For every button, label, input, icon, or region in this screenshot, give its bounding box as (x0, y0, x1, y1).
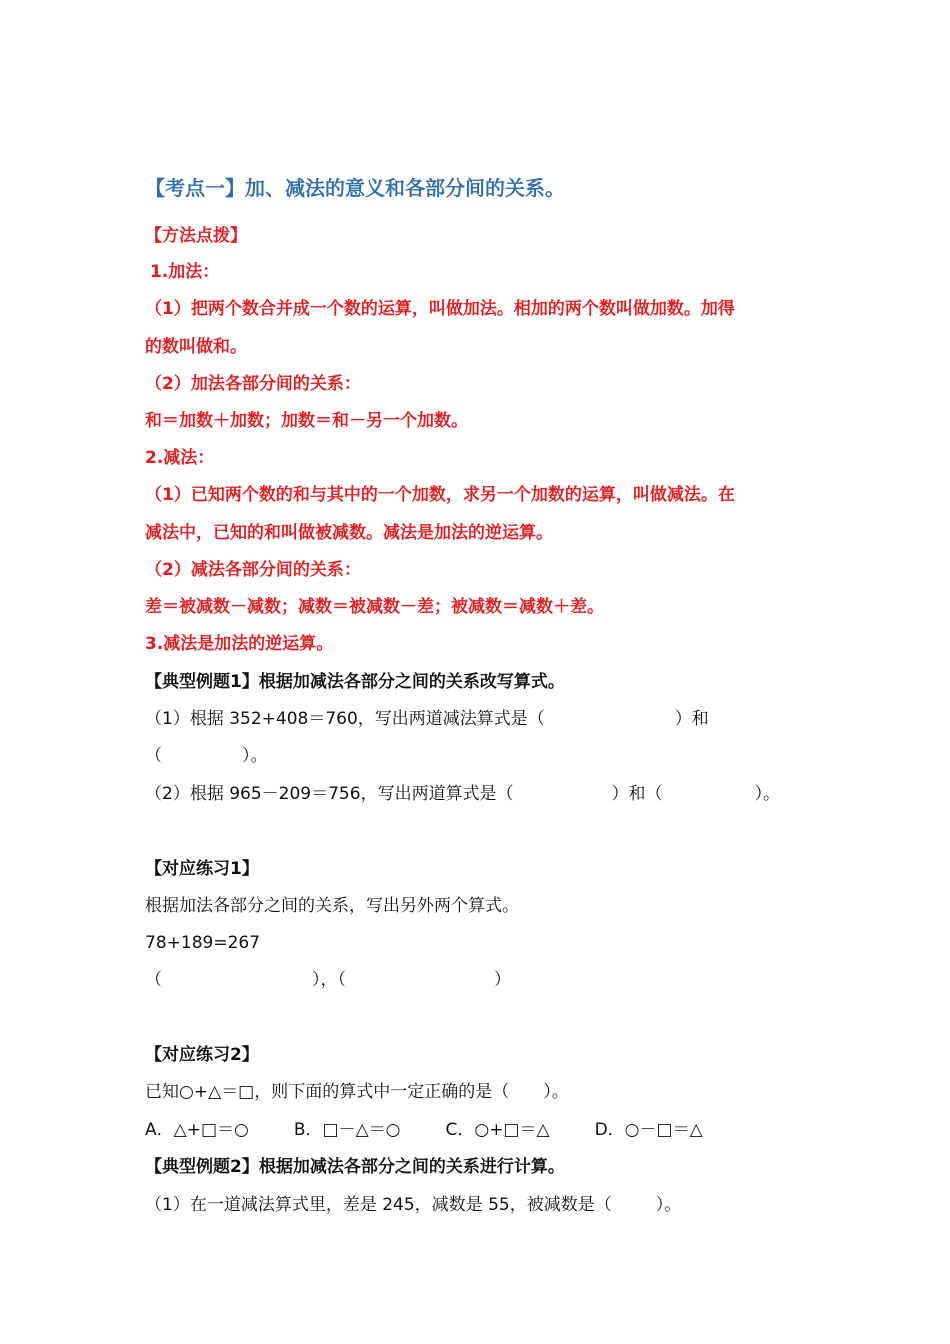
practice2-title: 【对应练习2】 (145, 1045, 259, 1065)
section-heading: 【考点一】加、减法的意义和各部分间的关系。 (145, 176, 565, 200)
example1-q2-and: ）和（ (611, 784, 663, 804)
subtraction-title: 2.减法： (145, 448, 215, 468)
practice1-instruction: 根据加法各部分之间的关系，写出另外两个算式。 (145, 896, 519, 916)
addition-title: 1.加法： (150, 262, 220, 282)
practice1-answer-blanks (145, 968, 511, 992)
practice1-equation: 78+189=267 (145, 933, 261, 953)
example2-q1-text: （1）在一道减法算式里，差是 245，减数是 55，被减数是（ (145, 1195, 612, 1215)
example2-q1-end: ）。 (655, 1195, 682, 1215)
subtraction-definition-line2: 减法中，已知的和叫做被减数。减法是加法的逆运算。 (145, 523, 553, 543)
example2-question1 (145, 1193, 681, 1217)
example1-question2 (145, 782, 780, 806)
option-a: A．△+□＝○ (145, 1120, 249, 1140)
example1-q1-blank-close: ）。 (242, 746, 268, 766)
method-title: 【方法点拨】 (145, 226, 247, 246)
example1-q1-and: ）和 (674, 709, 709, 729)
subtraction-relation-formula: 差＝被减数－减数；减数＝被减数－差；被减数＝减数＋差。 (145, 597, 604, 617)
addition-relation-formula: 和＝加数＋加数；加数＝和－另一个加数。 (145, 411, 468, 431)
example1-question1-line1 (145, 707, 709, 731)
example1-q1-text: （1）根据 352+408＝760，写出两道减法算式是（ (145, 709, 545, 729)
example1-q1-blank-open: （ (145, 746, 162, 766)
addition-definition-line1: （1）把两个数合并成一个数的运算，叫做加法。相加的两个数叫做加数。加得 (145, 299, 735, 319)
inverse-operation-note: 3.减法是加法的逆运算。 (145, 634, 334, 654)
example1-title: 【典型例题1】根据加减法各部分之间的关系改写算式。 (145, 672, 565, 692)
practice1-title: 【对应练习1】 (145, 859, 259, 879)
practice2-question: 已知○+△＝□，则下面的算式中一定正确的是（ ）。 (145, 1082, 569, 1102)
subtraction-definition-line1: （1）已知两个数的和与其中的一个加数，求另一个加数的运算，叫做减法。在 (145, 485, 735, 505)
subtraction-relation-title: （2）减法各部分间的关系： (145, 560, 361, 580)
addition-definition-line2: 的数叫做和。 (145, 337, 247, 357)
example2-title: 【典型例题2】根据加减法各部分之间的关系进行计算。 (145, 1157, 565, 1177)
option-d: D．○－□＝△ (594, 1120, 703, 1140)
option-c: C．○+□＝△ (445, 1120, 550, 1140)
example1-q2-end: ）。 (754, 784, 781, 804)
practice2-options (145, 1118, 703, 1142)
practice1-blank-close: ） (494, 970, 511, 990)
addition-relation-title: （2）加法各部分间的关系： (145, 374, 361, 394)
example1-question1-line2 (145, 744, 268, 768)
practice1-blank-separator: ），（ (312, 970, 346, 990)
example1-q2-text: （2）根据 965－209＝756，写出两道算式是（ (145, 784, 514, 804)
option-b: B．□－△＝○ (293, 1120, 401, 1140)
practice1-blank-open: （ (145, 970, 162, 990)
